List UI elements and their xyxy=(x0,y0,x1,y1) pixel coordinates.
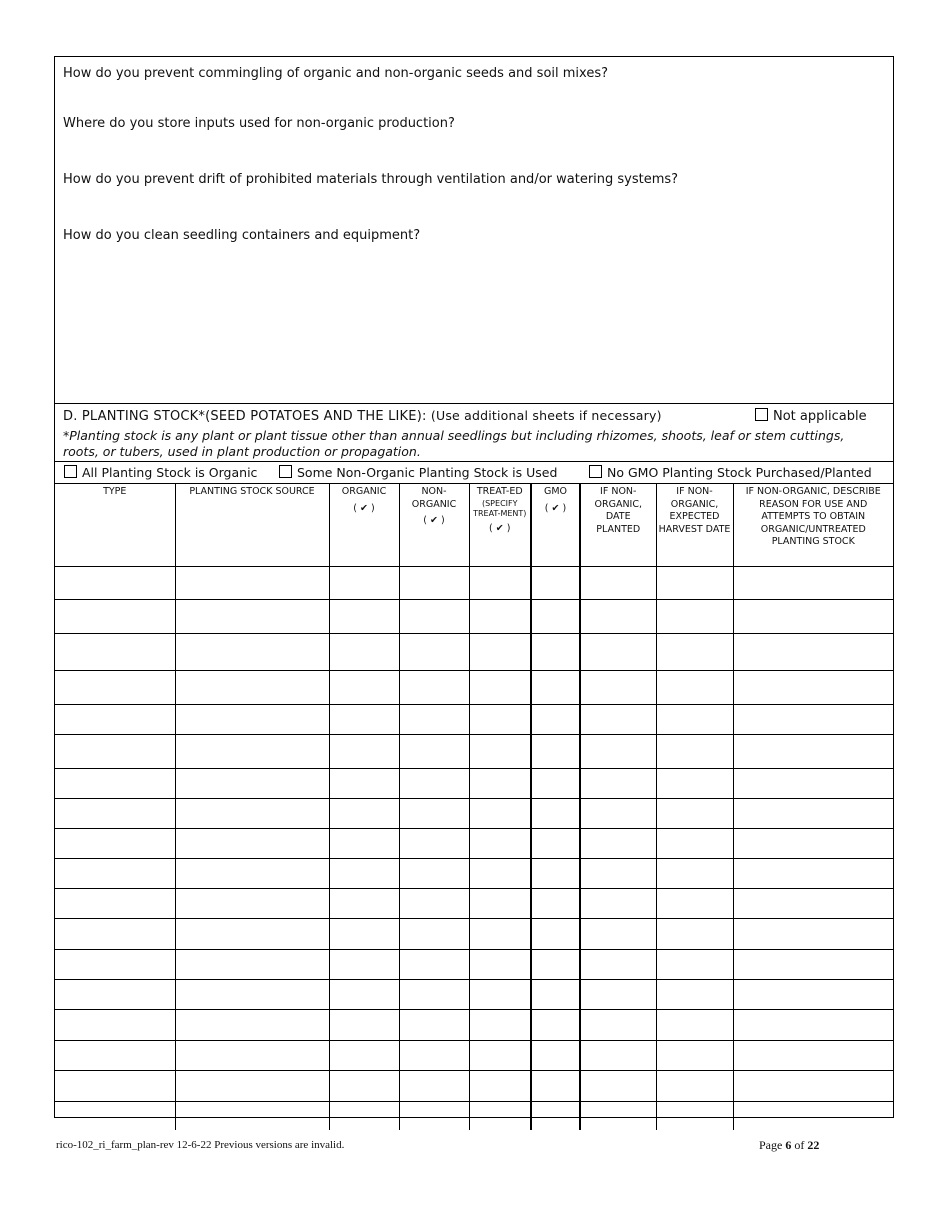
cell-date-planted[interactable] xyxy=(580,735,656,769)
cell-organic[interactable] xyxy=(329,919,399,950)
cell-source[interactable] xyxy=(175,634,329,671)
cell-source[interactable] xyxy=(175,735,329,769)
cell-treated[interactable] xyxy=(469,950,531,980)
cell-reason[interactable] xyxy=(733,769,893,799)
cell-gmo[interactable] xyxy=(531,705,580,735)
header-treated-note: (SPECIFY TREAT-MENT) xyxy=(473,498,527,518)
header-treated-label: TREAT-ED xyxy=(476,486,523,497)
cell-gmo[interactable] xyxy=(531,735,580,769)
table-row xyxy=(55,799,893,829)
cell-gmo[interactable] xyxy=(531,829,580,859)
cell-date-planted[interactable] xyxy=(580,567,656,600)
cell-date-planted[interactable] xyxy=(580,634,656,671)
cell-date-planted[interactable] xyxy=(580,859,656,889)
cell-harvest-date[interactable] xyxy=(656,671,733,705)
cell-harvest-date[interactable] xyxy=(656,950,733,980)
cell-date-planted[interactable] xyxy=(580,799,656,829)
cell-treated[interactable] xyxy=(469,600,531,634)
section-d-subtitle: (Use additional sheets if necessary) xyxy=(430,408,662,423)
table-row xyxy=(55,567,893,600)
cell-gmo[interactable] xyxy=(531,919,580,950)
cell-source[interactable] xyxy=(175,799,329,829)
header-gmo-label: GMO xyxy=(543,486,568,497)
check-mark-icon: ( ✔ ) xyxy=(489,522,511,534)
no-gmo-checkbox[interactable] xyxy=(589,465,602,478)
cell-type[interactable] xyxy=(55,919,175,950)
cell-type[interactable] xyxy=(55,1102,175,1131)
cell-source[interactable] xyxy=(175,829,329,859)
cell-treated[interactable] xyxy=(469,705,531,735)
cell-date-planted[interactable] xyxy=(580,671,656,705)
cell-treated[interactable] xyxy=(469,567,531,600)
cell-treated[interactable] xyxy=(469,829,531,859)
cell-reason[interactable] xyxy=(733,950,893,980)
cell-source[interactable] xyxy=(175,600,329,634)
table-row xyxy=(55,634,893,671)
cell-date-planted[interactable] xyxy=(580,829,656,859)
cell-non-organic[interactable] xyxy=(399,829,469,859)
cell-gmo[interactable] xyxy=(531,634,580,671)
cell-type[interactable] xyxy=(55,634,175,671)
cell-date-planted[interactable] xyxy=(580,950,656,980)
cell-harvest-date[interactable] xyxy=(656,600,733,634)
cell-type[interactable] xyxy=(55,859,175,889)
check-mark-icon: ( ✔ ) xyxy=(544,502,567,514)
cell-treated[interactable] xyxy=(469,634,531,671)
cell-non-organic[interactable] xyxy=(399,950,469,980)
form-id: rico-102_ri_farm_plan-rev 12-6-22 Previous versions are invalid. xyxy=(56,1139,345,1151)
cell-type[interactable] xyxy=(55,600,175,634)
cell-reason[interactable] xyxy=(733,980,893,1010)
cell-source[interactable] xyxy=(175,705,329,735)
cell-gmo[interactable] xyxy=(531,799,580,829)
question-drift: How do you prevent drift of prohibited materials through ventilation and/or watering systems? xyxy=(63,172,679,187)
cell-harvest-date[interactable] xyxy=(656,735,733,769)
cell-type[interactable] xyxy=(55,799,175,829)
question-cleaning: How do you clean seedling containers and equipment? xyxy=(63,228,421,243)
cell-organic[interactable] xyxy=(329,735,399,769)
cell-treated[interactable] xyxy=(469,1041,531,1071)
header-gmo xyxy=(531,483,580,567)
cell-gmo[interactable] xyxy=(531,889,580,919)
cell-type[interactable] xyxy=(55,1041,175,1071)
cell-harvest-date[interactable] xyxy=(656,889,733,919)
cell-treated[interactable] xyxy=(469,1010,531,1041)
cell-reason[interactable] xyxy=(733,735,893,769)
cell-type[interactable] xyxy=(55,1010,175,1041)
cell-source[interactable] xyxy=(175,1102,329,1131)
section-d-title xyxy=(63,408,662,424)
cell-type[interactable] xyxy=(55,735,175,769)
no-gmo-label: No GMO Planting Stock Purchased/Planted xyxy=(607,465,872,480)
cell-non-organic[interactable] xyxy=(399,567,469,600)
cell-treated[interactable] xyxy=(469,1102,531,1131)
cell-source[interactable] xyxy=(175,1071,329,1102)
header-source: PLANTING STOCK SOURCE xyxy=(175,483,329,567)
cell-non-organic[interactable] xyxy=(399,705,469,735)
page-current: 6 xyxy=(785,1138,792,1152)
cell-reason[interactable] xyxy=(733,889,893,919)
form-frame xyxy=(54,56,894,1118)
cell-non-organic[interactable] xyxy=(399,859,469,889)
cell-source[interactable] xyxy=(175,950,329,980)
cell-reason[interactable] xyxy=(733,1010,893,1041)
cell-source[interactable] xyxy=(175,980,329,1010)
header-organic-label: ORGANIC xyxy=(341,486,387,497)
cell-date-planted[interactable] xyxy=(580,600,656,634)
cell-organic[interactable] xyxy=(329,950,399,980)
cell-reason[interactable] xyxy=(733,1071,893,1102)
all-organic-label: All Planting Stock is Organic xyxy=(82,465,258,480)
page-total: 22 xyxy=(807,1138,820,1152)
table-row xyxy=(55,859,893,889)
cell-gmo[interactable] xyxy=(531,671,580,705)
header-non-organic xyxy=(399,483,469,567)
table-row xyxy=(55,769,893,799)
cell-non-organic[interactable] xyxy=(399,671,469,705)
cell-type[interactable] xyxy=(55,950,175,980)
cell-type[interactable] xyxy=(55,1071,175,1102)
cell-non-organic[interactable] xyxy=(399,919,469,950)
some-non-organic-label: Some Non-Organic Planting Stock is Used xyxy=(297,465,558,480)
cell-source[interactable] xyxy=(175,671,329,705)
cell-gmo[interactable] xyxy=(531,600,580,634)
table-row xyxy=(55,600,893,634)
cell-harvest-date[interactable] xyxy=(656,705,733,735)
cell-harvest-date[interactable] xyxy=(656,1041,733,1071)
cell-gmo[interactable] xyxy=(531,1071,580,1102)
table-row xyxy=(55,1071,893,1102)
cell-source[interactable] xyxy=(175,919,329,950)
not-applicable-label: Not applicable xyxy=(773,409,867,424)
cell-treated[interactable] xyxy=(469,980,531,1010)
cell-harvest-date[interactable] xyxy=(656,919,733,950)
table-row xyxy=(55,1010,893,1041)
cell-organic[interactable] xyxy=(329,1071,399,1102)
cell-date-planted[interactable] xyxy=(580,1010,656,1041)
page-prefix: Page xyxy=(759,1138,783,1152)
all-organic-checkbox[interactable] xyxy=(64,465,77,478)
cell-gmo[interactable] xyxy=(531,950,580,980)
cell-reason[interactable] xyxy=(733,859,893,889)
cell-treated[interactable] xyxy=(469,735,531,769)
not-applicable-checkbox[interactable] xyxy=(755,408,768,421)
cell-non-organic[interactable] xyxy=(399,1010,469,1041)
cell-reason[interactable] xyxy=(733,1041,893,1071)
questions-section xyxy=(55,57,893,404)
cell-date-planted[interactable] xyxy=(580,1102,656,1131)
option-no-gmo[interactable] xyxy=(589,465,872,480)
option-some-non-organic[interactable] xyxy=(279,465,557,480)
header-harvest-date: IF NON-ORGANIC, EXPECTED HARVEST DATE xyxy=(656,483,733,567)
cell-organic[interactable] xyxy=(329,1010,399,1041)
cell-date-planted[interactable] xyxy=(580,705,656,735)
cell-organic[interactable] xyxy=(329,829,399,859)
page-of: of xyxy=(794,1138,805,1152)
cell-non-organic[interactable] xyxy=(399,980,469,1010)
cell-date-planted[interactable] xyxy=(580,1041,656,1071)
cell-organic[interactable] xyxy=(329,705,399,735)
cell-gmo[interactable] xyxy=(531,1010,580,1041)
cell-gmo[interactable] xyxy=(531,1041,580,1071)
cell-type[interactable] xyxy=(55,980,175,1010)
check-mark-icon: ( ✔ ) xyxy=(353,502,375,514)
cell-date-planted[interactable] xyxy=(580,919,656,950)
cell-source[interactable] xyxy=(175,769,329,799)
option-all-organic[interactable] xyxy=(64,465,257,480)
cell-reason[interactable] xyxy=(733,671,893,705)
cell-gmo[interactable] xyxy=(531,1102,580,1131)
cell-gmo[interactable] xyxy=(531,769,580,799)
planting-stock-note: *Planting stock is any plant or plant tissue other than annual seedlings but including rhizomes, shoots, leaf or stem cuttings, roots, or tubers, used in plant production or propagation. xyxy=(63,428,845,459)
cell-non-organic[interactable] xyxy=(399,735,469,769)
cell-organic[interactable] xyxy=(329,769,399,799)
not-applicable-option[interactable] xyxy=(755,408,867,424)
cell-treated[interactable] xyxy=(469,799,531,829)
planting-stock-options xyxy=(55,461,893,484)
cell-source[interactable] xyxy=(175,1010,329,1041)
cell-harvest-date[interactable] xyxy=(656,980,733,1010)
cell-organic[interactable] xyxy=(329,980,399,1010)
cell-treated[interactable] xyxy=(469,769,531,799)
cell-organic[interactable] xyxy=(329,799,399,829)
header-organic xyxy=(329,483,399,567)
cell-organic[interactable] xyxy=(329,600,399,634)
cell-reason[interactable] xyxy=(733,705,893,735)
page-number xyxy=(759,1138,819,1153)
cell-reason[interactable] xyxy=(733,600,893,634)
question-storage: Where do you store inputs used for non-organic production? xyxy=(63,116,455,131)
some-non-organic-checkbox[interactable] xyxy=(279,465,292,478)
cell-non-organic[interactable] xyxy=(399,799,469,829)
table-header-row xyxy=(55,483,893,567)
section-d-heading: D. PLANTING STOCK*(SEED POTATOES AND THE LIKE): xyxy=(63,409,427,424)
cell-reason[interactable] xyxy=(733,567,893,600)
cell-gmo[interactable] xyxy=(531,980,580,1010)
table-row xyxy=(55,950,893,980)
cell-type[interactable] xyxy=(55,567,175,600)
cell-organic[interactable] xyxy=(329,567,399,600)
cell-source[interactable] xyxy=(175,567,329,600)
table-row xyxy=(55,705,893,735)
table-row xyxy=(55,1102,893,1131)
cell-harvest-date[interactable] xyxy=(656,567,733,600)
table-row xyxy=(55,980,893,1010)
table-row xyxy=(55,1041,893,1071)
cell-organic[interactable] xyxy=(329,634,399,671)
cell-non-organic[interactable] xyxy=(399,634,469,671)
header-date-planted: IF NON-ORGANIC, DATE PLANTED xyxy=(580,483,656,567)
cell-non-organic[interactable] xyxy=(399,1041,469,1071)
cell-type[interactable] xyxy=(55,829,175,859)
cell-harvest-date[interactable] xyxy=(656,799,733,829)
cell-treated[interactable] xyxy=(469,671,531,705)
cell-date-planted[interactable] xyxy=(580,889,656,919)
cell-reason[interactable] xyxy=(733,634,893,671)
cell-organic[interactable] xyxy=(329,1041,399,1071)
cell-reason[interactable] xyxy=(733,799,893,829)
cell-date-planted[interactable] xyxy=(580,980,656,1010)
cell-type[interactable] xyxy=(55,769,175,799)
cell-harvest-date[interactable] xyxy=(656,769,733,799)
cell-gmo[interactable] xyxy=(531,567,580,600)
cell-harvest-date[interactable] xyxy=(656,859,733,889)
cell-harvest-date[interactable] xyxy=(656,634,733,671)
table-row xyxy=(55,735,893,769)
cell-date-planted[interactable] xyxy=(580,769,656,799)
cell-non-organic[interactable] xyxy=(399,889,469,919)
cell-treated[interactable] xyxy=(469,889,531,919)
cell-harvest-date[interactable] xyxy=(656,1010,733,1041)
cell-reason[interactable] xyxy=(733,829,893,859)
cell-reason[interactable] xyxy=(733,1102,893,1131)
question-commingling: How do you prevent commingling of organic and non-organic seeds and soil mixes? xyxy=(63,66,608,81)
header-non-organic-label: NON-ORGANIC xyxy=(411,486,457,510)
cell-harvest-date[interactable] xyxy=(656,1102,733,1131)
table-row xyxy=(55,889,893,919)
cell-source[interactable] xyxy=(175,859,329,889)
cell-treated[interactable] xyxy=(469,1071,531,1102)
cell-treated[interactable] xyxy=(469,919,531,950)
header-reason: IF NON-ORGANIC, DESCRIBE REASON FOR USE AND ATTEMPTS TO OBTAIN ORGANIC/UNTREATED PLANTING STOCK xyxy=(733,483,893,567)
cell-type[interactable] xyxy=(55,671,175,705)
cell-treated[interactable] xyxy=(469,859,531,889)
cell-gmo[interactable] xyxy=(531,859,580,889)
table-body xyxy=(55,567,893,1131)
cell-non-organic[interactable] xyxy=(399,1102,469,1131)
cell-date-planted[interactable] xyxy=(580,1071,656,1102)
table-row xyxy=(55,671,893,705)
table-row xyxy=(55,919,893,950)
section-d-header xyxy=(55,403,893,462)
cell-source[interactable] xyxy=(175,1041,329,1071)
cell-type[interactable] xyxy=(55,889,175,919)
cell-organic[interactable] xyxy=(329,671,399,705)
cell-organic[interactable] xyxy=(329,859,399,889)
planting-stock-table xyxy=(55,483,893,1130)
cell-non-organic[interactable] xyxy=(399,600,469,634)
table-row xyxy=(55,829,893,859)
cell-organic[interactable] xyxy=(329,889,399,919)
cell-non-organic[interactable] xyxy=(399,769,469,799)
header-type: TYPE xyxy=(55,483,175,567)
cell-harvest-date[interactable] xyxy=(656,1071,733,1102)
cell-non-organic[interactable] xyxy=(399,1071,469,1102)
check-mark-icon: ( ✔ ) xyxy=(423,515,445,526)
header-treated xyxy=(469,483,531,567)
cell-type[interactable] xyxy=(55,705,175,735)
cell-source[interactable] xyxy=(175,889,329,919)
cell-organic[interactable] xyxy=(329,1102,399,1131)
cell-harvest-date[interactable] xyxy=(656,829,733,859)
cell-reason[interactable] xyxy=(733,919,893,950)
